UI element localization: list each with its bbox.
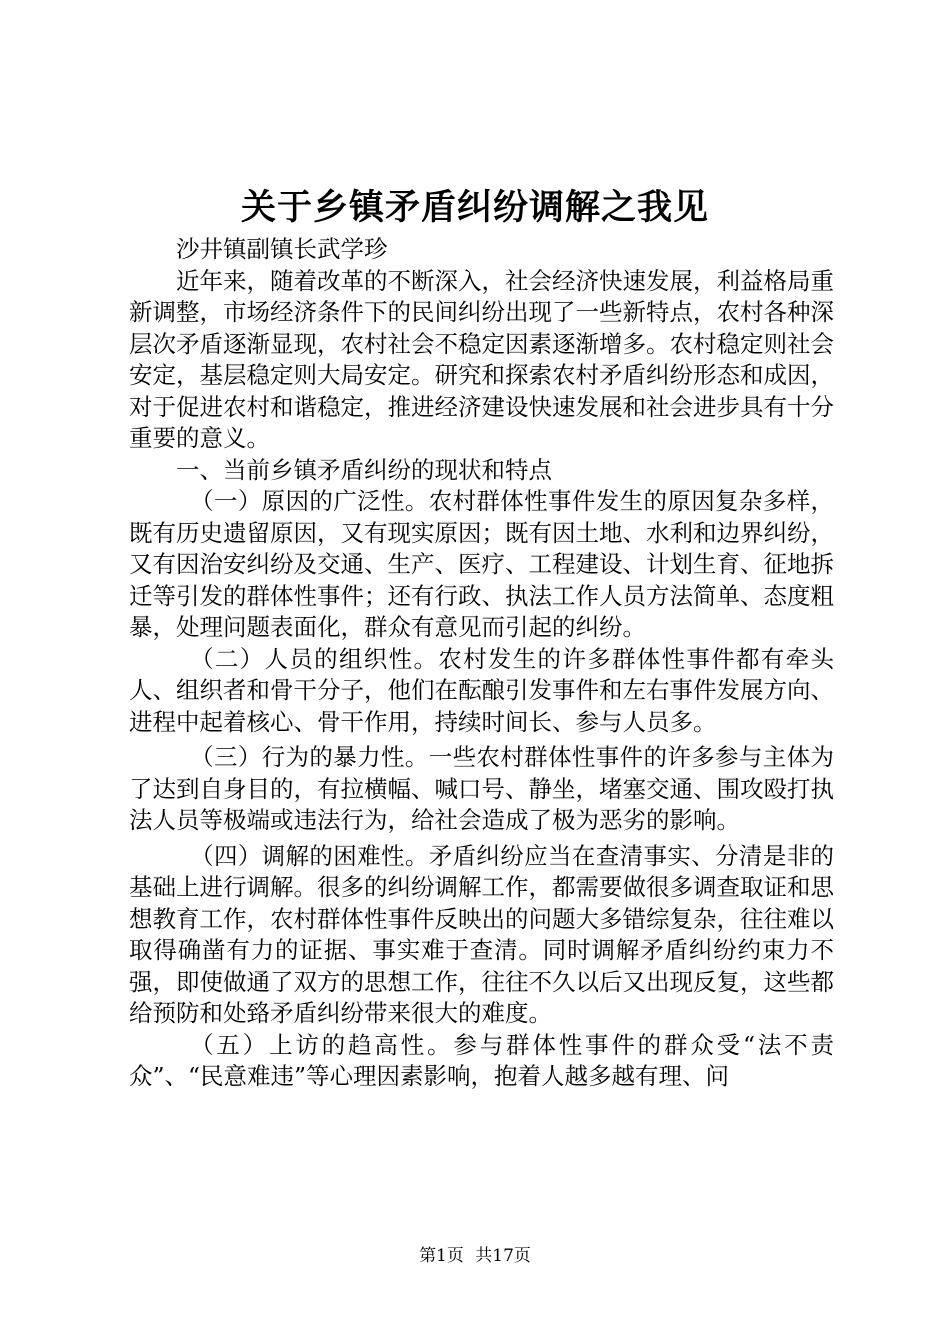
paragraph-point-3: （三）行为的暴力性。一些农村群体性事件的许多参与主体为了达到自身目的，有拉横幅、喊口号、静坐，堵塞交通、围攻殴打执法人员等极端或违法行为，给社会造成了极为恶劣的影响。	[129, 743, 834, 834]
author-line: 沙井镇副镇长武学珍	[176, 235, 388, 263]
paragraph-point-1: （一）原因的广泛性。农村群体性事件发生的原因复杂多样，既有历史遗留原因，又有现实原因；既有因土地、水利和边界纠纷，又有因治安纠纷及交通、生产、医疗、工程建设、计划生育、征地拆迁等引发的群体性事件；还有行政、执法工作人员方法简单、态度粗暴，处理问题表面化，群众有意见而引起的纠纷。	[129, 487, 834, 641]
page-number: 第1页	[419, 1246, 464, 1266]
paragraph-point-5: （五）上访的趋高性。参与群体性事件的群众受“法不责众”、“民意难违”等心理因素影响，抱着人越多越有理、问	[129, 1030, 834, 1090]
paragraph-intro: 近年来，随着改革的不断深入，社会经济快速发展，利益格局重新调整，市场经济条件下的民间纠纷出现了一些新特点，农村各种深层次矛盾逐渐显现，农村社会不稳定因素逐渐增多。农村稳定则社会安定，基层稳定则大局安定。研究和探索农村矛盾纠纷形态和成因，对于促进农村和谐稳定，推进经济建设快速发展和社会进步具有十分重要的意义。	[129, 266, 834, 452]
paragraph-point-4: （四）调解的困难性。矛盾纠纷应当在查清事实、分清是非的基础上进行调解。很多的纠纷调解工作，都需要做很多调查取证和思想教育工作，农村群体性事件反映出的问题大多错综复杂，往往难以取得确凿有力的证据、事实难于查清。同时调解矛盾纠纷约束力不强，即使做通了双方的思想工作，往往不久以后又出现反复，这些都给预防和处臵矛盾纠纷带来很大的难度。	[129, 841, 834, 1027]
document-title: 关于乡镇矛盾纠纷调解之我见	[240, 187, 709, 228]
page-footer	[0, 1244, 950, 1268]
document-body	[129, 234, 834, 1093]
page-total: 共17页	[475, 1246, 531, 1266]
paragraph-point-2: （二）人员的组织性。农村发生的许多群体性事件都有牵头人、组织者和骨干分子，他们在酝酿引发事件和左右事件发展方向、进程中起着核心、骨干作用，持续时间长、参与人员多。	[129, 644, 834, 736]
section-heading: 一、当前乡镇矛盾纠纷的现状和特点	[176, 455, 552, 484]
